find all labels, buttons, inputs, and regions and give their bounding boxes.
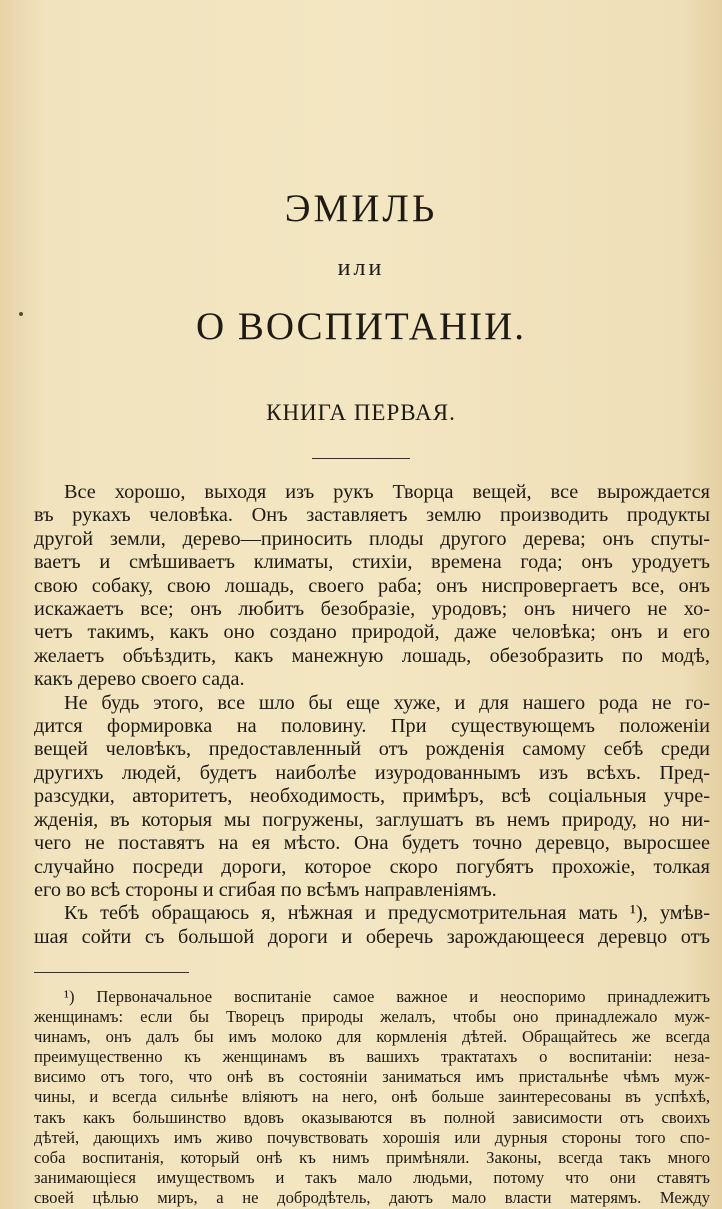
text-line: искажаетъ все; онъ любитъ безобразіе, уродовъ; онъ ничего не хо- <box>34 598 710 621</box>
text-line: какъ дерево своего сада. <box>34 668 245 691</box>
main-text <box>34 481 710 949</box>
text-line: чего не поставятъ на ея мѣсто. Она будетъ точно деревцо, выросшее <box>34 832 710 855</box>
footnote-line: дѣтей, дающихъ имъ живо почувствовать хорошія или дурныя стороны того спо- <box>34 1127 710 1147</box>
text-line: Все хорошо, выходя изъ рукъ Творца вещей, все вырождается <box>64 481 710 503</box>
text-line: жденія, въ которыя мы погружены, заглушатъ въ немъ природу, но ни- <box>34 808 710 831</box>
title-connector: или <box>337 255 385 281</box>
footnote <box>34 987 710 1208</box>
text-line: другой земли, дерево—приносить плоды другого дерева; онъ спуты- <box>34 527 710 550</box>
text-line: вещей человѣкъ, предоставленный отъ рожденія самому себѣ среди <box>34 738 710 761</box>
text-line: желаетъ объѣздить, какъ манежную лошадь, обезобразить по модѣ, <box>34 644 710 667</box>
footnote-line: такъ какъ большинство вдовъ оказываются въ полной зависимости отъ своихъ <box>34 1107 710 1127</box>
footnote-line: ¹) Первоначальное воспитаніе самое важное и неоспоримо принадлежитъ <box>64 987 710 1006</box>
part-heading: КНИГА ПЕРВАЯ. <box>266 400 456 425</box>
heading-divider <box>312 458 410 459</box>
footnote-line: чины, и всегда сильнѣе вліяютъ на него, онѣ больше заинтересованы въ успѣхѣ, <box>34 1087 710 1107</box>
footnote-line: женщинамъ: если бы Творецъ природы желалъ, чтобы оно принадлежало муж- <box>34 1007 710 1027</box>
footnote-divider <box>34 972 189 973</box>
text-line: другихъ людей, будетъ наиболѣе изуродованнымъ изъ всѣхъ. Пред- <box>34 761 710 784</box>
footnote-line: занимающіеся имуществомъ и такъ мало людьми, потому что они ставятъ <box>34 1167 710 1187</box>
footnote-line: чинамъ, онъ далъ бы имъ молоко для кормленія дѣтей. Обращайтесь же всегда <box>34 1027 710 1047</box>
book-title: ЭМИЛЬ <box>284 187 438 230</box>
text-line: его во всѣ стороны и сгибая по всѣмъ направленіямъ. <box>34 878 497 901</box>
text-line: свою собаку, свою лошадь, своего раба; онъ ниспровергаетъ все, онъ <box>34 574 710 597</box>
footnote-line: соба воспитанія, который онѣ къ нимъ примѣняли. Законы, всегда такъ много <box>34 1147 710 1167</box>
text-line: шая сойти съ большой дороги и оберечь зарождающееся деревцо отъ <box>34 925 710 948</box>
text-line: въ рукахъ человѣка. Онъ заставляетъ землю производить продукты <box>34 504 710 527</box>
text-line: разсудки, авторитетъ, необходимость, примѣръ, всѣ соціальныя учре- <box>34 785 710 808</box>
text-line: ваетъ и смѣшиваетъ климаты, стихіи, времена года; онъ уродуетъ <box>34 551 710 574</box>
text-line: случайно посреди дороги, которое скоро погубятъ прохожіе, толкая <box>34 855 710 878</box>
footnote-line: своей цѣлью миръ, а не добродѣтель, даютъ мало власти матерямъ. Между <box>34 1187 710 1207</box>
book-subtitle: О ВОСПИТАНІИ. <box>195 305 527 348</box>
text-line: Не будь этого, все шло бы еще хуже, и для нашего рода не го- <box>64 691 710 714</box>
text-line: четъ такимъ, какъ оно создано природой, даже человѣка; онъ и его <box>34 621 710 644</box>
text-line: Къ тебѣ обращаюсь я, нѣжная и предусмотрительная мать ¹), умѣв- <box>64 902 710 925</box>
footnote-line: преимущественно къ женщинамъ въ вашихъ трактатахъ о воспитаніи: неза- <box>34 1047 710 1067</box>
footnote-line: висимо отъ того, что онѣ въ состояніи заниматься имъ пристальнѣе чѣмъ муж- <box>34 1067 710 1087</box>
text-line: дится формировка на половину. При существующемъ положеніи <box>34 715 710 738</box>
